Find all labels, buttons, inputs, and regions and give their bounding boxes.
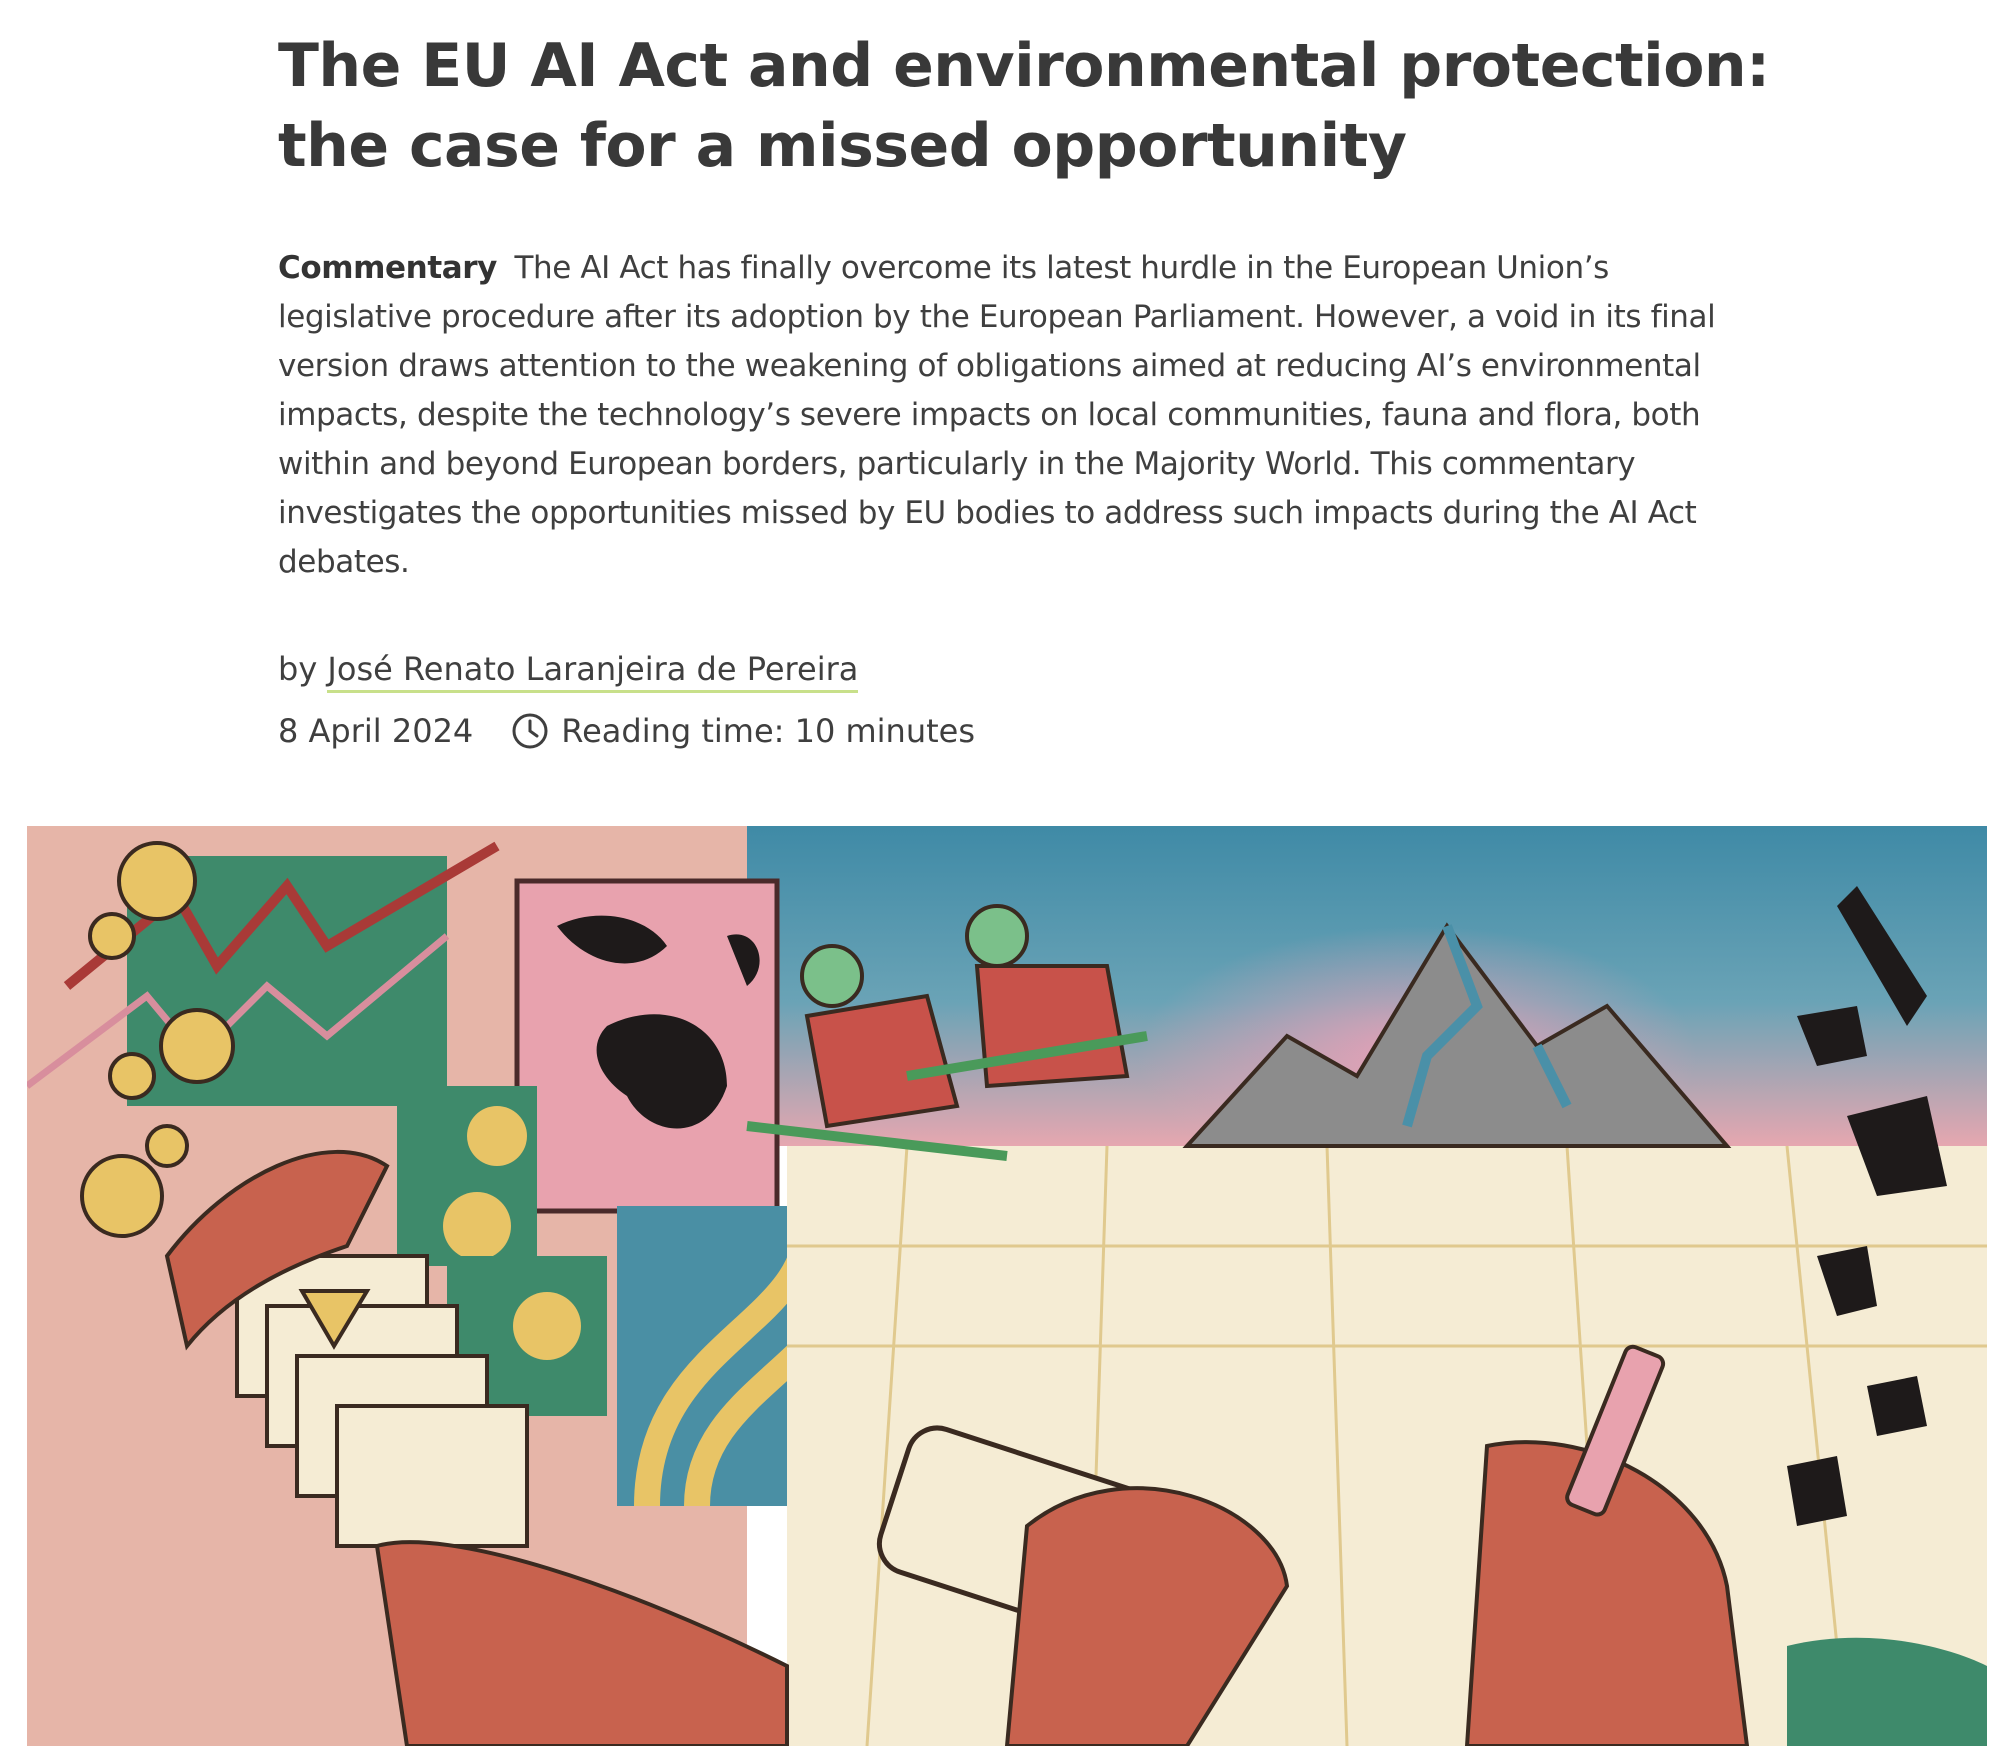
article-summary-text: The AI Act has finally overcome its latest hurdle in the European Union’s legislative procedure after its adoption by the European Parliament. However, a void in its final version draws attention to the weakening of obligations aimed at reducing AI’s environmental impacts, despite the technology’s severe impacts on local communities, fauna and flora, both within and beyond European borders, particularly in the Majority World. This commentary investigates the opportunities missed by EU bodies to address such impacts during the AI Act debates. [278, 250, 1716, 580]
clock-icon [511, 712, 549, 750]
hero-illustration-art [27, 826, 1987, 1746]
article-summary [278, 244, 1738, 587]
hero-illustration [27, 826, 1987, 1746]
reading-time: Reading time: 10 minutes [561, 712, 976, 750]
article-title-line-1: The EU AI Act and environmental protection: [278, 31, 1770, 101]
article-title [278, 26, 1770, 186]
publish-date: 8 April 2024 [278, 712, 474, 750]
byline-prefix: by [278, 650, 318, 688]
article-meta [278, 712, 975, 750]
article-kind-label: Commentary [278, 250, 497, 286]
article-title-line-2: the case for a missed opportunity [278, 111, 1407, 181]
byline [278, 650, 858, 688]
author-link[interactable]: José Renato Laranjeira de Pereira [327, 650, 858, 693]
